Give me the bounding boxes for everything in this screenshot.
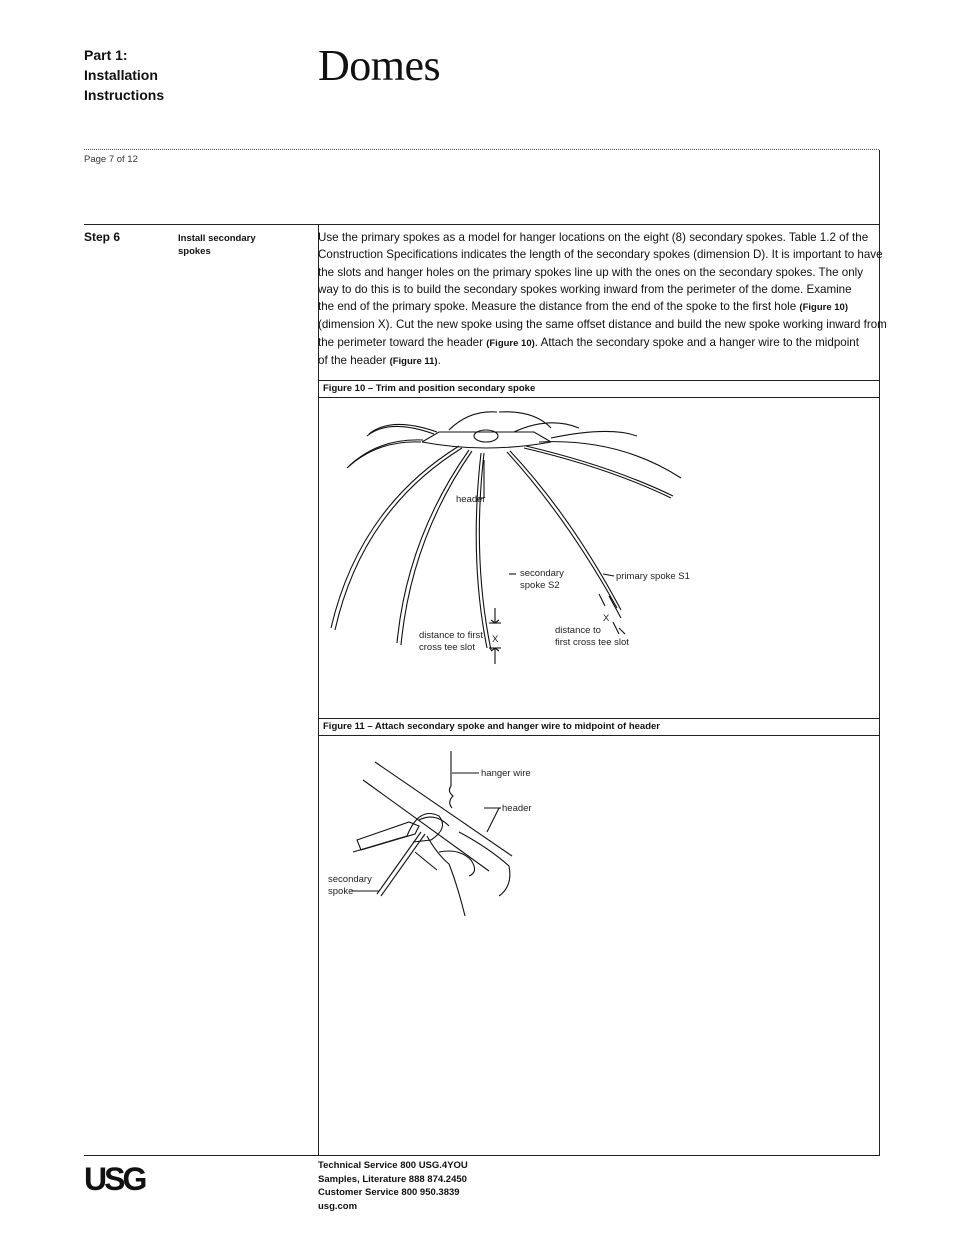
label-secondary-2: spoke [328, 886, 354, 897]
step-body-text [318, 229, 887, 370]
part-title-line: Installation [84, 67, 158, 83]
step-subtitle-line: Install secondary [178, 233, 256, 244]
pliers [357, 822, 419, 850]
body-text-segment: the perimeter toward the header [318, 335, 487, 349]
label-primary: primary spoke S1 [616, 571, 690, 582]
part-title-line: Instructions [84, 87, 165, 103]
body-text-segment: . Attach the secondary spoke and a hanger wire to the midpoint [534, 335, 859, 349]
part-title-line: Part 1: [84, 47, 128, 63]
label-distance-left-1: distance to first [419, 630, 483, 641]
part-title [84, 45, 284, 105]
body-line [318, 316, 887, 333]
label-distance-right-2: first cross tee slot [555, 637, 629, 648]
body-line [318, 281, 878, 298]
label-secondary-2: spoke S2 [520, 580, 560, 591]
figure-reference: (Figure 10) [799, 302, 848, 314]
usg-logo [84, 1160, 145, 1197]
usg-logo-text: USG [84, 1161, 145, 1197]
body-text-segment: of the header [318, 354, 390, 368]
website-link[interactable]: usg.com [318, 1200, 358, 1212]
body-line [318, 298, 878, 316]
label-secondary-1: secondary [328, 874, 372, 885]
figure-10-caption: Figure 10 – Trim and position secondary spoke [323, 383, 536, 394]
body-line [318, 264, 878, 281]
contact-line: Technical Service 800 USG.4YOU [318, 1160, 468, 1171]
step-subtitle-line: spokes [178, 246, 211, 257]
label-header: header [502, 803, 532, 814]
page-title: Domes [318, 41, 441, 90]
body-text-segment: (dimension X). Cut the new spoke using the same offset distance and build the new spoke working inward from [318, 318, 887, 332]
body-text-segment: Construction Specifications indicates the length of the secondary spokes (dimension D). It is important to have [318, 248, 883, 262]
header-divider [84, 149, 879, 150]
label-x-right: X [603, 613, 610, 624]
hanger-wire [449, 751, 453, 808]
dome-header-ring [422, 432, 551, 442]
hand [459, 832, 510, 896]
label-header: header [456, 494, 486, 505]
step-divider [84, 224, 880, 225]
label-hanger-wire: hanger wire [481, 768, 531, 779]
body-line [318, 334, 878, 352]
figure-11-illustration [319, 736, 878, 936]
label-distance-left-2: cross tee slot [419, 642, 475, 653]
contact-line: Samples, Literature 888 874.2450 [318, 1173, 467, 1185]
contact-line: Customer Service 800 950.3839 [318, 1187, 460, 1198]
body-text-segment: the end of the primary spoke. Measure the distance from the end of the spoke to the first hole [318, 300, 800, 314]
body-line [318, 229, 878, 246]
step-label: Step 6 [84, 230, 121, 244]
body-line [318, 352, 878, 370]
figure-11-caption: Figure 11 – Attach secondary spoke and hanger wire to midpoint of header [323, 721, 660, 732]
contact-info [318, 1159, 468, 1213]
label-x-left: X [492, 634, 499, 645]
body-line [318, 246, 883, 263]
label-distance-right-1: distance to [555, 625, 601, 636]
step-subtitle [178, 232, 288, 258]
figure-reference: (Figure 10) [486, 337, 535, 349]
page-number: Page 7 of 12 [84, 154, 138, 165]
body-text-segment: Use the primary spokes as a model for hanger locations on the eight (8) secondary spokes. Table 1.2 of the [318, 231, 869, 244]
figure-10-illustration [319, 398, 878, 716]
body-text-segment: way to do this is to build the secondary spokes working inward from the perimeter of the dome. Examine [318, 282, 852, 296]
label-secondary-1: secondary [520, 568, 564, 579]
body-text-segment: . [437, 354, 441, 368]
body-text-segment: the slots and hanger holes on the primary spokes line up with the ones on the secondary spokes. The only [318, 265, 864, 279]
figure-reference: (Figure 11) [389, 356, 438, 368]
